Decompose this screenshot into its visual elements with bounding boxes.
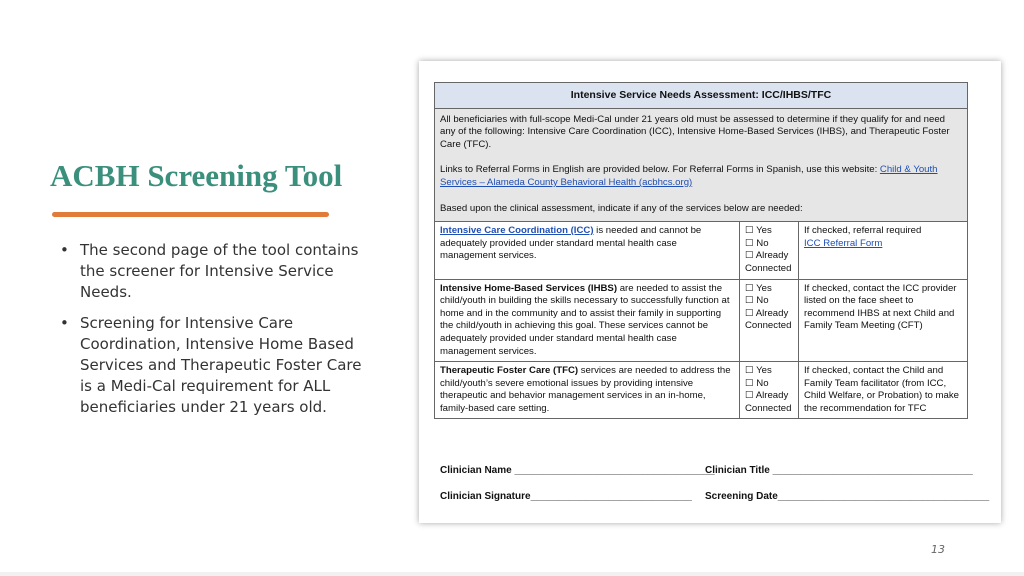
icc-referral-form-link[interactable]: ICC Referral Form	[804, 237, 883, 249]
title-underline	[52, 212, 329, 217]
form-screenshot	[419, 61, 1001, 523]
yes-checkbox[interactable]: ☐ Yes	[745, 282, 772, 294]
intro-instruction: Based upon the clinical assessment, indicate if any of the services below are needed:	[440, 202, 803, 214]
bullet-item: • Screening for Intensive Care Coordination, Intensive Home Based Services and Therapeutic Foster Care is a Medi-Cal requirement for ALL beneficiaries under 21 years old.	[58, 313, 378, 418]
intro-links-paragraph: Links to Referral Forms in English are provided below. For Referral Forms in Spanish, use this website: Child & Youth Services – Alameda County Behavioral Health (acbhcs.org)	[440, 164, 938, 188]
no-checkbox[interactable]: ☐ No	[745, 377, 769, 389]
form-intro	[435, 108, 968, 222]
service-description: Intensive Care Coordination (ICC) is needed and cannot be adequately provided under standard mental health case management services.	[435, 222, 740, 279]
no-checkbox[interactable]: ☐ No	[745, 295, 769, 307]
form-header: Intensive Service Needs Assessment: ICC/IHBS/TFC	[435, 83, 968, 109]
service-note: If checked, contact the Child and Family Team facilitator (from ICC, Child Welfare, or Probation) to make the recommendation for TFC	[799, 362, 968, 419]
screening-date-field[interactable]: Screening Date______________________________________	[705, 491, 990, 502]
table-row	[435, 279, 968, 362]
checkbox-options	[740, 279, 799, 362]
connected-label: Connected	[745, 320, 792, 332]
assessment-table	[434, 82, 968, 419]
connected-label: Connected	[745, 262, 792, 274]
yes-checkbox[interactable]: ☐ Yes	[745, 225, 772, 237]
already-connected-checkbox[interactable]: ☐ Already	[745, 390, 789, 402]
intro-paragraph: All beneficiaries with full-scope Medi-Cal under 21 years old must be assessed to determine if they qualify for and need any of the following: Intensive Care Coordination (ICC), Intensive Home-Based Services (IHBS), and Therapeutic Foster Care (TFC).	[440, 113, 950, 150]
icc-service-link[interactable]: Intensive Care Coordination (ICC)	[440, 225, 594, 237]
table-row	[435, 362, 968, 419]
yes-checkbox[interactable]: ☐ Yes	[745, 365, 772, 377]
child-youth-services-link[interactable]: Child & Youth Services – Alameda County Behavioral Health (acbhcs.org)	[440, 164, 938, 188]
clinician-signature-field[interactable]: Clinician Signature_____________________________	[440, 491, 692, 502]
service-note: If checked, referral required ICC Referral Form	[799, 222, 968, 279]
clinician-name-field[interactable]: Clinician Name ____________________________________	[440, 465, 715, 476]
table-row	[435, 222, 968, 279]
clinician-title-field[interactable]: Clinician Title ____________________________________	[705, 465, 973, 476]
no-checkbox[interactable]: ☐ No	[745, 237, 769, 249]
connected-label: Connected	[745, 402, 792, 414]
service-note: If checked, contact the ICC provider listed on the face sheet to recommend IHBS at next Child and Family Team Meeting (CFT)	[799, 279, 968, 362]
service-description: Therapeutic Foster Care (TFC) services are needed to address the child/youth’s severe emotional issues by providing intensive therapeutic and behavior management services in an in-home, family-based care setting.	[435, 362, 740, 419]
checkbox-options	[740, 222, 799, 279]
page-number: 13	[931, 543, 945, 556]
bullet-list	[58, 240, 378, 428]
footer-band	[0, 572, 1024, 576]
slide-title: ACBH Screening Tool	[50, 158, 343, 193]
service-description: Intensive Home-Based Services (IHBS) are needed to assist the child/youth in building the skills necessary to successfully function at home and in the community and to assist their family in supporting the child/youth in achieving this goal. These services cannot be adequately provided under standard mental health case management services.	[435, 279, 740, 362]
bullet-item: • The second page of the tool contains the screener for Intensive Service Needs.	[58, 240, 378, 303]
already-connected-checkbox[interactable]: ☐ Already	[745, 250, 789, 262]
checkbox-options	[740, 362, 799, 419]
already-connected-checkbox[interactable]: ☐ Already	[745, 307, 789, 319]
